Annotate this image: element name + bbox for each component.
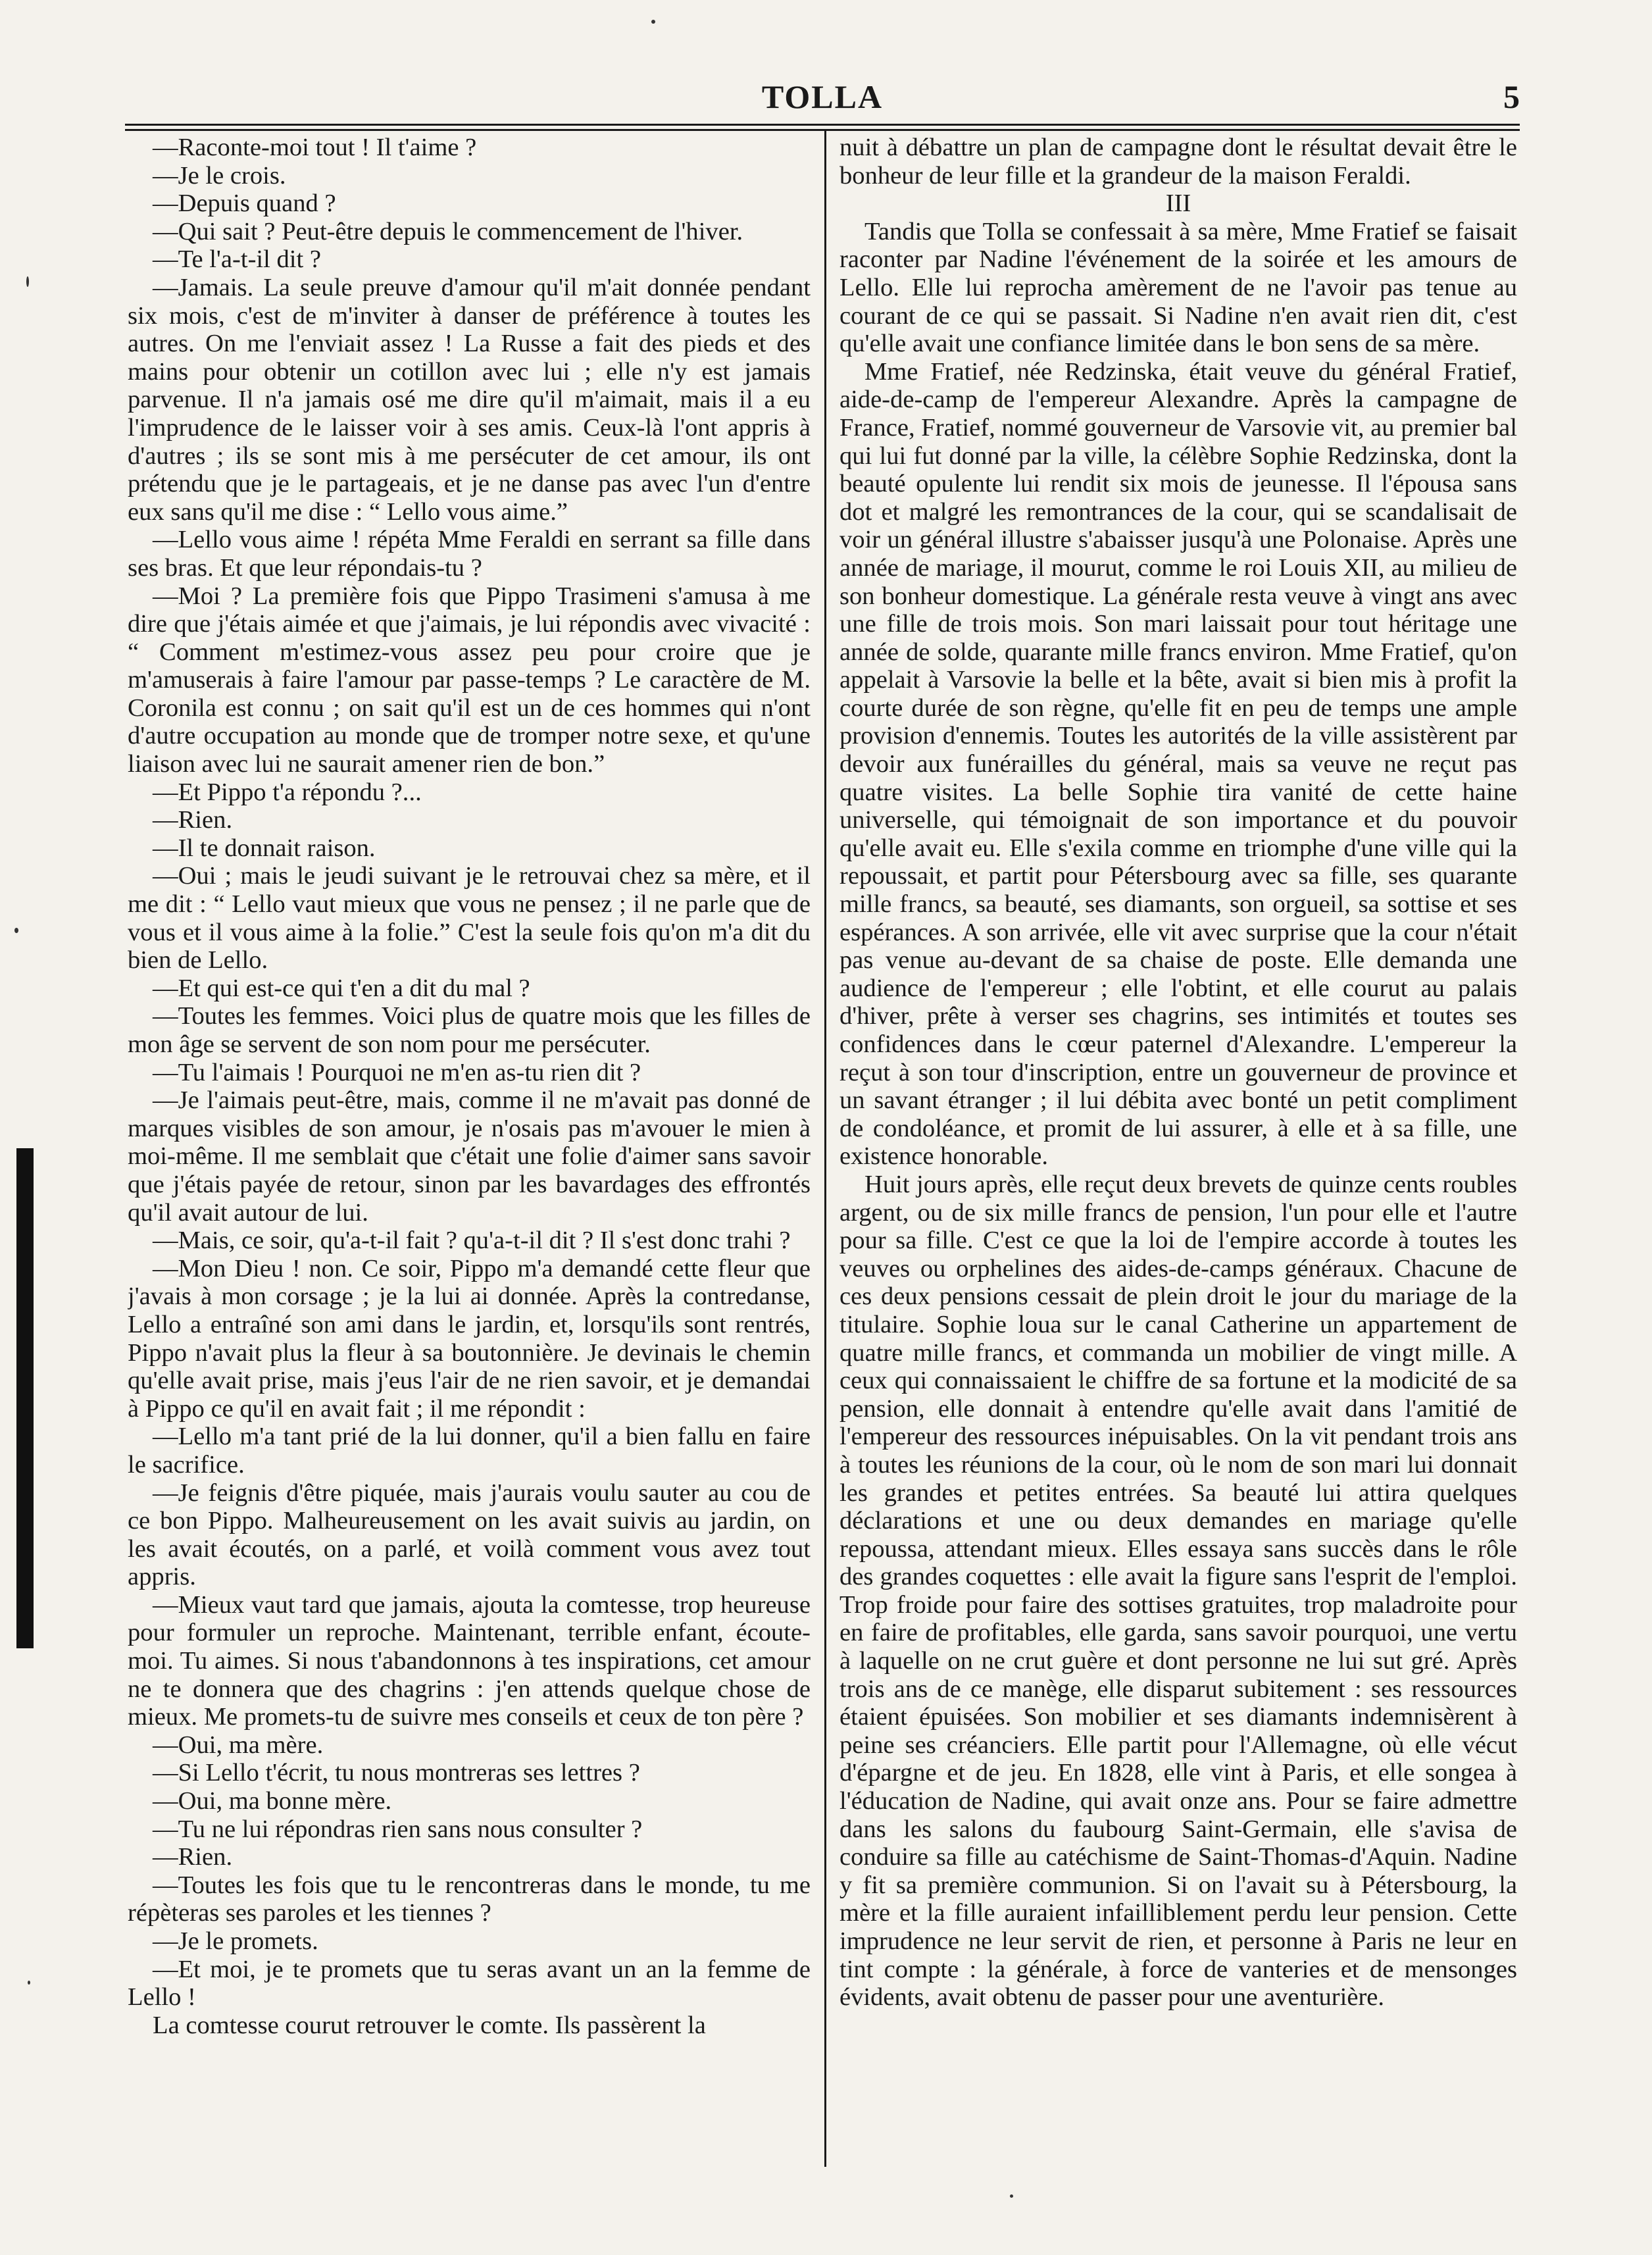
paragraph: —Et moi, je te promets que tu seras avant un an la femme de Lello ! [128, 1955, 811, 2012]
section-body [839, 218, 1517, 2012]
paragraph: —Rien. [153, 1843, 233, 1871]
paragraph: Huit jours après, elle reçut deux brevets de quinze cents roubles argent, ou de six mille francs de pension, l'un pour elle et l'autre pour sa fille. C'est ce que la loi de l'empire accorde à toutes les veuves ou orphelines des aides-de-camps généraux. Chacune de ces deux pensions cessait de plein droit le jour du mariage de la titulaire. Sophie loua sur le canal Catherine un appartement de quatre mille francs, et commanda un mobilier de vingt mille. A ceux qui connaissaient le chiffre de sa fortune et la modicité de sa pension, elle donnait à entendre qu'elle avait dans l'amitié de l'empereur des ressources inépuisables. On la vit pendant trois ans à toutes les réunions de la cour, où le nom de son mari lui donnait les grandes et petites entrées. Sa beauté lui attira quelques déclarations et une ou deux demandes en mariage qu'elle repoussa, attendant mieux. Elles essaya sans succès dans le rôle des grandes coquettes : elle avait la figure sans l'esprit de l'emploi. Trop froide pour faire des sottises gratuites, trop maladroite pour en faire de profitables, elle garda, sans savoir pourquoi, une vertu à laquelle on ne crut guère et dont personne ne lui sut gré. Après trois ans de ce manège, elle disparut subitement : ses ressources étaient épuisées. Son mobilier et ses diamants indemnisèrent à peine ses créanciers. Elle partit pour l'Allemagne, où elle vécut d'épargne et de jeu. En 1828, elle vint à Paris, et elle songea à l'éducation de Nadine, qui avait onze ans. Pour se faire admettre dans les salons du faubourg Saint-Germain, elle s'avisa de conduire sa fille au catéchisme de Saint-Thomas-d'Aquin. Nadine y fit sa première communion. Si on l'avait su à Pétersbourg, la mère et la fille auraient infailliblement perdu leur pension. Cette imprudence ne leur servit de rien, et personne à Paris ne leur en tint compte : la générale, à force de vanteries et de mensonges évidents, avait obtenu de passer pour une aventurière. [839, 1170, 1517, 2012]
paragraph: —Si Lello t'écrit, tu nous montreras ses lettres ? [153, 1759, 640, 1787]
paragraph: —Oui, ma mère. [153, 1731, 324, 1759]
paragraph: —Lello m'a tant prié de la lui donner, qu'il a bien fallu en faire le sacrifice. [128, 1423, 811, 1479]
paragraph: Mme Fratief, née Redzinska, était veuve du général Fratief, aide-de-camp de l'empereur Alexandre. Après la campagne de France, Fratief, nommé gouverneur de Varsovie vit, au premier bal qui lui fut donné par la ville, la célèbre Sophie Redzinska, dont la beauté opulente lui rendit six mois de jeunesse. Il l'épousa sans dot et malgré les remontrances de la cour, qui se scandalisait de voir un général illustre s'abaisser jusqu'à une Polonaise. Après une année de mariage, il mourut, comme le roi Louis XII, au milieu de son bonheur domestique. La générale resta veuve à vingt ans avec une fille de trois mois. Son mari laissait pour tout héritage une année de solde, quarante mille francs environ. Mme Fratief, qu'on appelait à Varsovie la belle et la bête, avait si bien mis à profit la courte durée de son règne, qu'elle fit en peu de temps une ample provision d'ennemis. Toutes les autorités de la ville assistèrent par devoir aux funérailles du général, mais sa veuve ne reçut pas quatre visites. La belle Sophie tira vanité de cette haine universelle, qui témoignait de son importance et du pouvoir qu'elle avait eu. Elle s'exila comme en triomphe d'une ville qui la repoussait, et partit pour Pétersbourg avec sa fille, ses quarante mille francs, sa beauté, ses diamants, son orgueil, sa sottise et ses espérances. A son arrivée, elle vit avec surprise que la cour n'était pas venue au-devant de sa chaise de poste. Elle demanda une audience de l'empereur ; elle l'obtint, et elle courut au palais d'hiver, prête à verser ses chagrins, ses intimités et toutes ses confidences dans le cœur paternel d'Alexandre. L'empereur la reçut à son tour d'inscription, entre un gouverneur de province et un savant étranger ; il lui débita avec bonté un petit compliment de condoléance, et promit de lui assurer, à elle et à sa fille, une existence honorable. [839, 357, 1517, 1171]
paragraph: —Mieux vaut tard que jamais, ajouta la comtesse, trop heureuse pour formuler un reproche. Maintenant, terrible enfant, écoute-moi. Tu aimes. Si nous t'abandonnons à tes inspirations, cet amour ne te donnera que des chagrins : j'en attends quelque chose de mieux. Me promets-tu de suivre mes conseils et ceux de ton père ? [128, 1590, 811, 1731]
margin-scan-bar [16, 1148, 34, 1648]
paragraph: —Raconte-moi tout ! Il t'aime ? [153, 134, 477, 161]
running-title: TOLLA [761, 78, 884, 115]
paragraph: —Oui, ma bonne mère. [153, 1787, 392, 1815]
paragraph: —Et Pippo t'a répondu ?... [153, 778, 422, 806]
paragraph: La comtesse courut retrouver le comte. Ils passèrent la [153, 2011, 706, 2039]
paragraph: —Je feignis d'être piquée, mais j'aurais voulu sauter au cou de ce bon Pippo. Malheureusement on les avait suivis au jardin, on les avait écoutés, on a parlé, et voilà comment vous avez tout appris. [128, 1479, 811, 1591]
scan-speck [1010, 2194, 1013, 2198]
paragraph: —Lello vous aime ! répéta Mme Feraldi en serrant sa fille dans ses bras. Et que leur répondais-tu ? [128, 526, 811, 582]
paragraph: —Et qui est-ce qui t'en a dit du mal ? [153, 974, 530, 1002]
scan-speck [28, 1981, 30, 1985]
running-header [125, 78, 1520, 124]
left-text-column [128, 134, 811, 2167]
header-rule-lower [125, 129, 1520, 131]
right-text-column [839, 134, 1517, 2167]
paragraph: —Moi ? La première fois que Pippo Trasimeni s'amusa à me dire que j'étais aimée et que j'aimais, je lui répondis avec vivacité : “ Comment m'estimez-vous assez peu pour croire que je m'amuserais à faire l'amour par passe-temps ? Le caractère de M. Coronila est connu ; on sait qu'il est un de ces hommes qui n'ont d'autre occupation au monde que de tromper notre sexe, et qu'une liaison avec lui ne saurait amener rien de bon.” [128, 582, 811, 778]
paragraph: —Toutes les femmes. Voici plus de quatre mois que les filles de mon âge se servent de son nom pour me persécuter. [128, 1002, 811, 1058]
header-rule-upper [125, 124, 1520, 126]
paragraph: —Je l'aimais peut-être, mais, comme il ne m'avait pas donné de marques visibles de son amour, je n'osais pas m'avouer le mien à moi-même. Il me semblait que c'était une folie d'aimer sans savoir que j'étais payée de retour, sinon par les bavardages des effrontés qu'il avait autour de lui. [128, 1086, 811, 1227]
paragraph: —Te l'a-t-il dit ? [153, 245, 321, 274]
paragraph: nuit à débattre un plan de campagne dont le résultat devait être le bonheur de leur fille et la grandeur de la maison Feraldi. [839, 134, 1517, 190]
paragraph: —Tu l'aimais ! Pourquoi ne m'en as-tu rien dit ? [153, 1058, 641, 1086]
page-number: 5 [1503, 78, 1520, 115]
paragraph: —Il te donnait raison. [153, 834, 376, 862]
paragraph: —Rien. [153, 806, 233, 834]
paragraph: —Mon Dieu ! non. Ce soir, Pippo m'a demandé cette fleur que j'avais à mon corsage ; je la lui ai donnée. Après la contredanse, Lello a entraîné son ami dans le jardin, et, lorsqu'ils sont rentrés, Pippo n'avait plus la fleur à sa boutonnière. Je devinais le chemin qu'elle avait prise, mais j'eus l'air de ne rien savoir, et je demandai à Pippo ce qu'il en avait fait ; il me répondit : [128, 1254, 811, 1423]
paragraph: —Toutes les fois que tu le rencontreras dans le monde, tu me répèteras ses paroles et les tiennes ? [128, 1871, 811, 1927]
paragraph: —Qui sait ? Peut-être depuis le commencement de l'hiver. [153, 217, 743, 245]
paragraph: Tandis que Tolla se confessait à sa mère, Mme Fratief se faisait raconter par Nadine l'événement de la soirée et les amours de Lello. Elle lui reprocha amèrement de ne l'avoir pas tenue au courant de ce qui se passait. Si Nadine n'en avait rien dit, c'est qu'elle avait une confiance limitée dans le bon sens de sa mère. [839, 217, 1517, 358]
section-heading: III [1165, 190, 1191, 218]
column-divider [824, 130, 826, 2167]
paragraph: —Jamais. La seule preuve d'amour qu'il m'ait donnée pendant six mois, c'est de m'inviter à danser de préférence à toutes les autres. On me l'enviait assez ! La Russe a fait des pieds et des mains pour obtenir un cotillon avec lui ; elle n'y est jamais parvenue. Il n'a jamais osé me dire qu'il m'aimait, mais il a eu l'imprudence de le laisser voir à ses amis. Ceux-là l'ont appris à d'autres ; ils se sont mis à me persécuter de cet amour, ils ont prétendu que je le partageais, et je ne danse pas avec l'un d'entre eux sans qu'il me dise : “ Lello vous aime.” [128, 273, 811, 526]
scan-speck [651, 20, 655, 24]
paragraph: —Mais, ce soir, qu'a-t-il fait ? qu'a-t-il dit ? Il s'est donc trahi ? [153, 1227, 791, 1255]
scan-speck [14, 928, 18, 933]
paragraph: —Je le crois. [153, 161, 286, 190]
paragraph: —Je le promets. [153, 1927, 318, 1955]
scan-speck [26, 276, 29, 287]
paragraph: —Oui ; mais le jeudi suivant je le retrouvai chez sa mère, et il me dit : “ Lello vaut mieux que vous ne pensez ; il ne parle que de vous et il vous aime à la folie.” C'est la seule fois qu'on m'a dit du bien de Lello. [128, 862, 811, 975]
paragraph: —Depuis quand ? [153, 190, 336, 218]
paragraph: —Tu ne lui répondras rien sans nous consulter ? [153, 1815, 643, 1843]
